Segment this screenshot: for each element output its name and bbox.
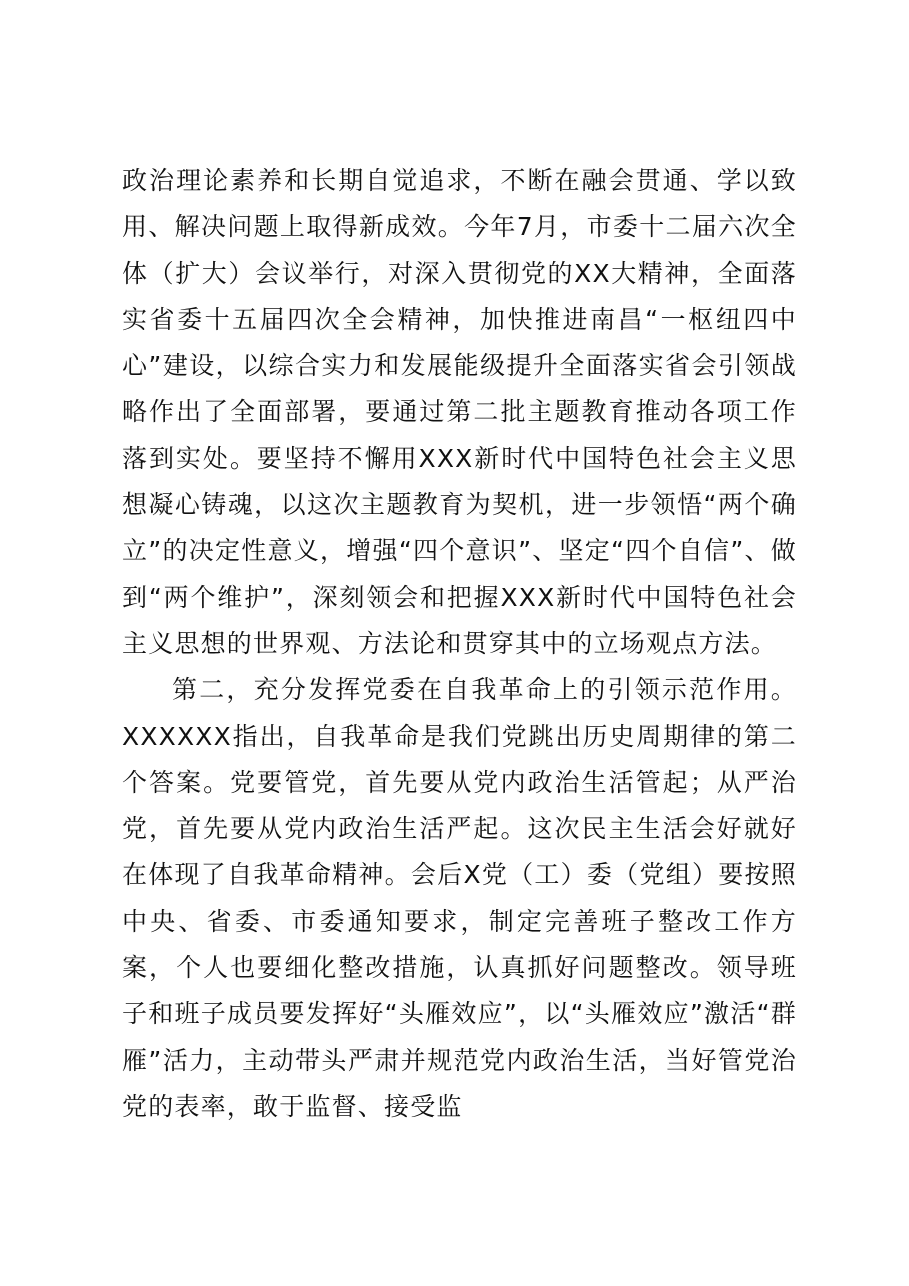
document-body [122, 158, 797, 1130]
paragraph-second-point: 第二，充分发挥党委在自我革命上的引领示范作用。XXXXXX指出，自我革命是我们党跳出历史周期律的第二个答案。党要管党，首先要从党内政治生活管起；从严治党，首先要从党内政治生活严起。这次民主生活会好就好在体现了自我革命精神。会后X党（工）委（党组）要按照中央、省委、市委通知要求，制定完善班子整改工作方案，个人也要细化整改措施，认真抓好问题整改。领导班子和班子成员要发挥好“头雁效应”，以“头雁效应”激活“群雁”活力，主动带头严肃并规范党内政治生活，当好管党治党的表率，敢于监督、接受监 [122, 675, 797, 1121]
paragraph-continued: 政治理论素养和长期自觉追求，不断在融会贯通、学以致用、解决问题上取得新成效。今年7月，市委十二届六次全体（扩大）会议举行，对深入贯彻党的XX大精神，全面落实省委十五届四次全会精神，加快推进南昌“一枢纽四中心”建设，以综合实力和发展能级提升全面落实省会引领战略作出了全面部署，要通过第二批主题教育推动各项工作落到实处。要坚持不懈用XXX新时代中国特色社会主义思想凝心铸魂，以这次主题教育为契机，进一步领悟“两个确立”的决定性意义，增强“四个意识”、坚定“四个自信”、做到“两个维护”，深刻领会和把握XXX新时代中国特色社会主义思想的世界观、方法论和贯穿其中的立场观点方法。 [122, 166, 797, 658]
